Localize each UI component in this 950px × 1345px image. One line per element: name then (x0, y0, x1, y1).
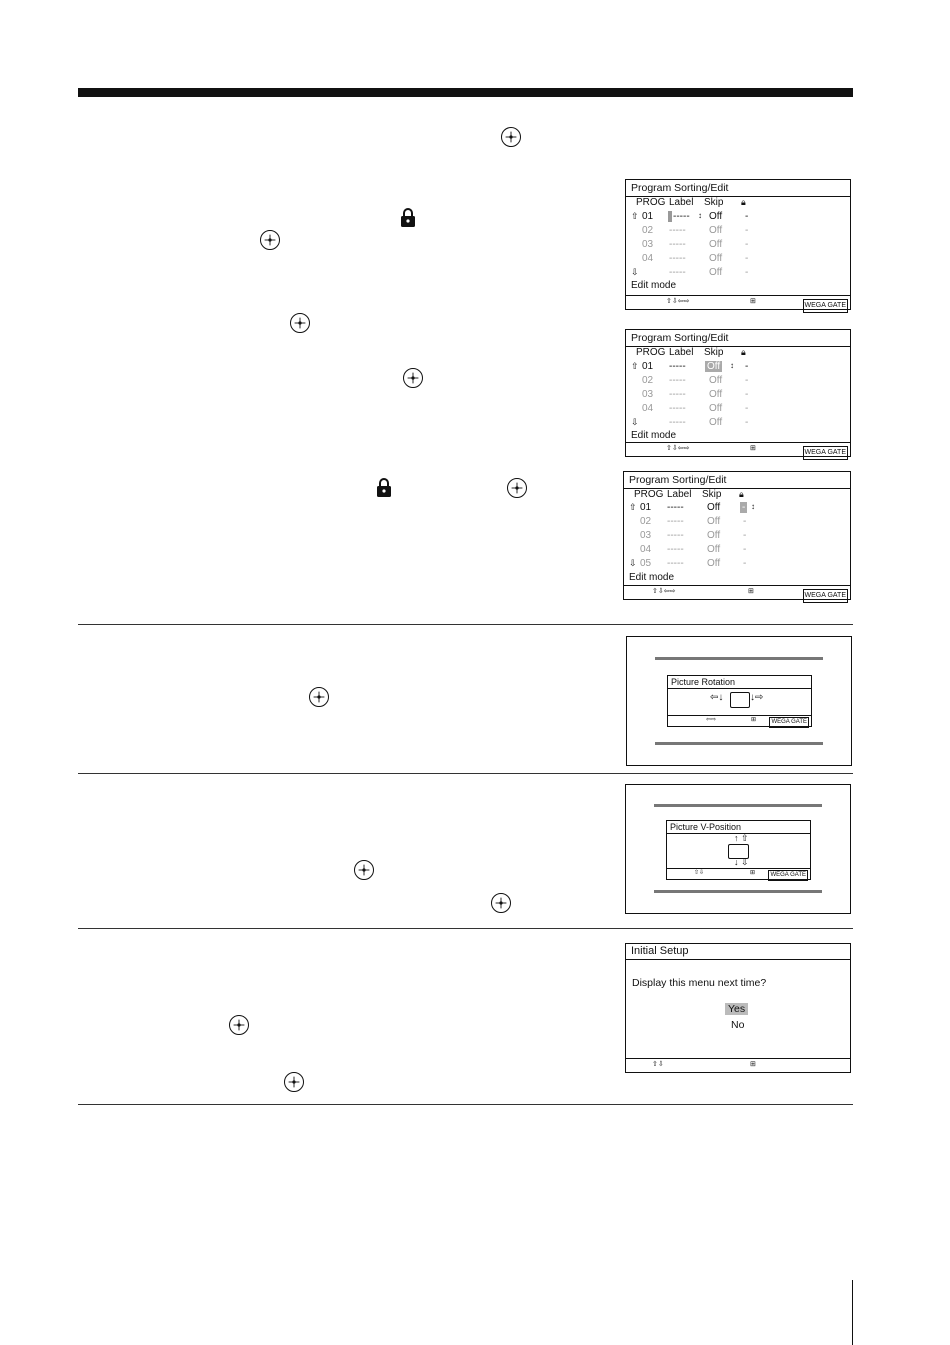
down-arrow-icon: ⇩ (629, 558, 637, 568)
skip-cell: Off (709, 239, 723, 250)
col-label: Label (669, 197, 694, 208)
skip-cell: Off (709, 253, 723, 264)
nav-arrows-icon: ⇧⇩ (694, 870, 705, 876)
table-row (624, 530, 850, 544)
program-sorting-screen-3 (623, 471, 851, 600)
skip-cell: Off (707, 544, 721, 555)
picture-vposition-menu (666, 820, 811, 880)
prog-number: 03 (640, 530, 652, 541)
label-cell: ----- (667, 558, 684, 569)
lock-cell: - (745, 211, 749, 222)
section-divider (78, 1104, 853, 1105)
screen-footer (626, 1058, 850, 1072)
prog-number: 01 (642, 361, 654, 372)
skip-cell: Off (709, 417, 723, 428)
wega-gate-badge: WEGA GATE (769, 717, 809, 728)
screen-footer (624, 585, 850, 599)
section-divider (78, 624, 853, 625)
section-divider (78, 928, 853, 929)
top-heading-bar (78, 88, 853, 97)
lock-icon (376, 477, 392, 497)
lock-cell: - (745, 389, 749, 400)
lock-cell: - (745, 253, 749, 264)
prog-number: 05 (640, 558, 652, 569)
program-sorting-screen-2 (625, 329, 851, 457)
table-row (626, 417, 850, 431)
frame-line (654, 890, 822, 893)
table-row (624, 502, 850, 516)
screen-footer (626, 442, 850, 456)
skip-cell: Off (709, 389, 723, 400)
skip-cell: Off (709, 403, 723, 414)
screen-title: Program Sorting/Edit (624, 472, 850, 489)
menu-footer (668, 715, 811, 726)
wega-gate-badge: WEGA GATE (768, 870, 808, 881)
frame-line (655, 657, 823, 660)
skip-cell-selected: Off (707, 361, 721, 372)
enter-button-icon (290, 313, 310, 333)
screen-title: Program Sorting/Edit (626, 330, 850, 347)
label-cell: ----- (669, 361, 686, 372)
label-cell: ----- (668, 211, 690, 222)
enter-icon: ⊞ (750, 298, 756, 305)
rotate-right-icon: ↓⇨ (750, 692, 764, 703)
nav-arrows-icon: ⇧⇩⇦⇨ (666, 298, 690, 305)
label-cell: ----- (669, 375, 686, 386)
table-row (626, 389, 850, 403)
down-arrow-icon: ⇩ (631, 267, 639, 277)
col-skip: Skip (702, 489, 722, 500)
skip-cell: Off (707, 516, 721, 527)
lock-cell: - (745, 417, 749, 428)
enter-icon: ⊞ (750, 1061, 756, 1068)
enter-button-icon (507, 478, 527, 498)
lock-cell: - (743, 544, 747, 555)
enter-icon: ⊞ (748, 588, 754, 595)
rotate-left-icon: ⇦↓ (710, 692, 724, 703)
prog-number: 02 (640, 516, 652, 527)
wega-gate-badge: WEGA GATE (803, 446, 849, 460)
screen-footer (626, 295, 850, 309)
lock-cell-selected: - (742, 502, 746, 513)
lock-cell: - (745, 239, 749, 250)
prog-number: 01 (642, 211, 654, 222)
enter-button-icon (260, 230, 280, 250)
enter-icon: ⊞ (750, 445, 756, 452)
table-row (624, 558, 850, 572)
enter-button-icon (309, 687, 329, 707)
table-row (626, 239, 850, 253)
wega-gate-badge: WEGA GATE (803, 589, 849, 603)
mode-label: Edit mode (629, 572, 675, 583)
updown-icon: ↕ (730, 361, 734, 370)
up-arrow-icon: ↑ ⇧ (734, 833, 749, 843)
col-prog: PROG (634, 489, 664, 500)
up-arrow-icon: ⇧ (631, 361, 639, 371)
label-cell: ----- (669, 253, 686, 264)
skip-cell: Off (707, 530, 721, 541)
enter-icon: ⊞ (751, 717, 757, 723)
initial-setup-screen (625, 943, 851, 1073)
menu-title: Picture V-Position (667, 821, 810, 834)
picture-rotation-frame (626, 636, 852, 766)
menu-footer (667, 868, 810, 879)
nav-arrows-icon: ⇧⇩⇦⇨ (652, 588, 676, 595)
picture-vposition-frame (625, 784, 851, 914)
table-row (626, 267, 850, 281)
wega-gate-badge: WEGA GATE (803, 299, 849, 313)
picture-rotation-menu (667, 675, 812, 727)
prog-number: 04 (640, 544, 652, 555)
frame-line (655, 742, 823, 745)
table-row (624, 544, 850, 558)
lock-column-icon: 🔒︎ (741, 347, 746, 357)
option-yes[interactable]: Yes (725, 1003, 748, 1015)
menu-title: Picture Rotation (668, 676, 811, 689)
prog-number: 02 (642, 225, 654, 236)
picture-box-icon (730, 692, 750, 708)
prog-number: 01 (640, 502, 652, 513)
enter-button-icon (501, 127, 521, 147)
label-cell: ----- (667, 530, 684, 541)
col-label: Label (669, 347, 694, 358)
lock-cell: - (745, 375, 749, 386)
label-cell: ----- (667, 544, 684, 555)
updown-icon: ↕ (698, 211, 702, 220)
label-cell: ----- (669, 267, 686, 278)
screen-title: Initial Setup (626, 944, 850, 960)
enter-button-icon (403, 368, 423, 388)
lock-icon (400, 207, 416, 227)
nav-arrows-icon: ⇧⇩ (652, 1061, 664, 1068)
frame-line (654, 804, 822, 807)
col-skip: Skip (704, 347, 724, 358)
mode-label: Edit mode (631, 280, 677, 291)
label-cell: ----- (667, 502, 684, 513)
prog-number: 02 (642, 375, 654, 386)
table-row (626, 403, 850, 417)
label-cell: ----- (667, 516, 684, 527)
lock-cell: - (743, 516, 747, 527)
enter-button-icon (354, 860, 374, 880)
prog-number: 03 (642, 389, 654, 400)
label-cell: ----- (669, 239, 686, 250)
label-cell: ----- (669, 403, 686, 414)
label-cell: ----- (669, 225, 686, 236)
prog-number: 04 (642, 403, 654, 414)
lock-column-icon: 🔒︎ (739, 489, 744, 499)
prog-number: 04 (642, 253, 654, 264)
col-label: Label (667, 489, 692, 500)
table-row (626, 253, 850, 267)
label-cell: ----- (669, 417, 686, 428)
down-arrow-icon: ⇩ (631, 417, 639, 427)
program-sorting-screen-1 (625, 179, 851, 310)
enter-icon: ⊞ (750, 870, 756, 876)
mode-label: Edit mode (631, 430, 677, 441)
table-row (624, 516, 850, 530)
lock-cell: - (745, 225, 749, 236)
nav-arrows-icon: ⇧⇩⇦⇨ (666, 445, 690, 452)
skip-cell: Off (707, 502, 721, 513)
table-row (626, 211, 850, 225)
skip-cell: Off (709, 267, 723, 278)
skip-cell: Off (709, 225, 723, 236)
screen-title: Program Sorting/Edit (626, 180, 850, 197)
lock-cell: - (743, 558, 747, 569)
col-prog: PROG (636, 197, 666, 208)
col-prog: PROG (636, 347, 666, 358)
table-row (626, 225, 850, 239)
label-cell: ----- (669, 389, 686, 400)
section-divider (78, 773, 853, 774)
lock-cell: - (745, 267, 749, 278)
setup-question: Display this menu next time? (632, 977, 767, 989)
skip-cell: Off (707, 558, 721, 569)
lock-column-icon: 🔒︎ (741, 197, 746, 207)
option-no[interactable]: No (731, 1019, 745, 1031)
up-arrow-icon: ⇧ (629, 502, 637, 512)
down-arrow-icon: ↓ ⇩ (734, 857, 749, 867)
lock-cell: - (743, 530, 747, 541)
lock-cell: - (745, 403, 749, 414)
page-edge-rule (852, 1280, 853, 1345)
updown-icon: ↕ (751, 502, 755, 511)
nav-arrows-icon: ⇦⇨ (706, 717, 717, 723)
table-row (626, 375, 850, 389)
skip-cell: Off (709, 211, 723, 222)
col-skip: Skip (704, 197, 724, 208)
enter-button-icon (491, 893, 511, 913)
prog-number: 03 (642, 239, 654, 250)
enter-button-icon (284, 1072, 304, 1092)
lock-cell: - (745, 361, 749, 372)
table-row (626, 361, 850, 375)
enter-button-icon (229, 1015, 249, 1035)
up-arrow-icon: ⇧ (631, 211, 639, 221)
skip-cell: Off (709, 375, 723, 386)
